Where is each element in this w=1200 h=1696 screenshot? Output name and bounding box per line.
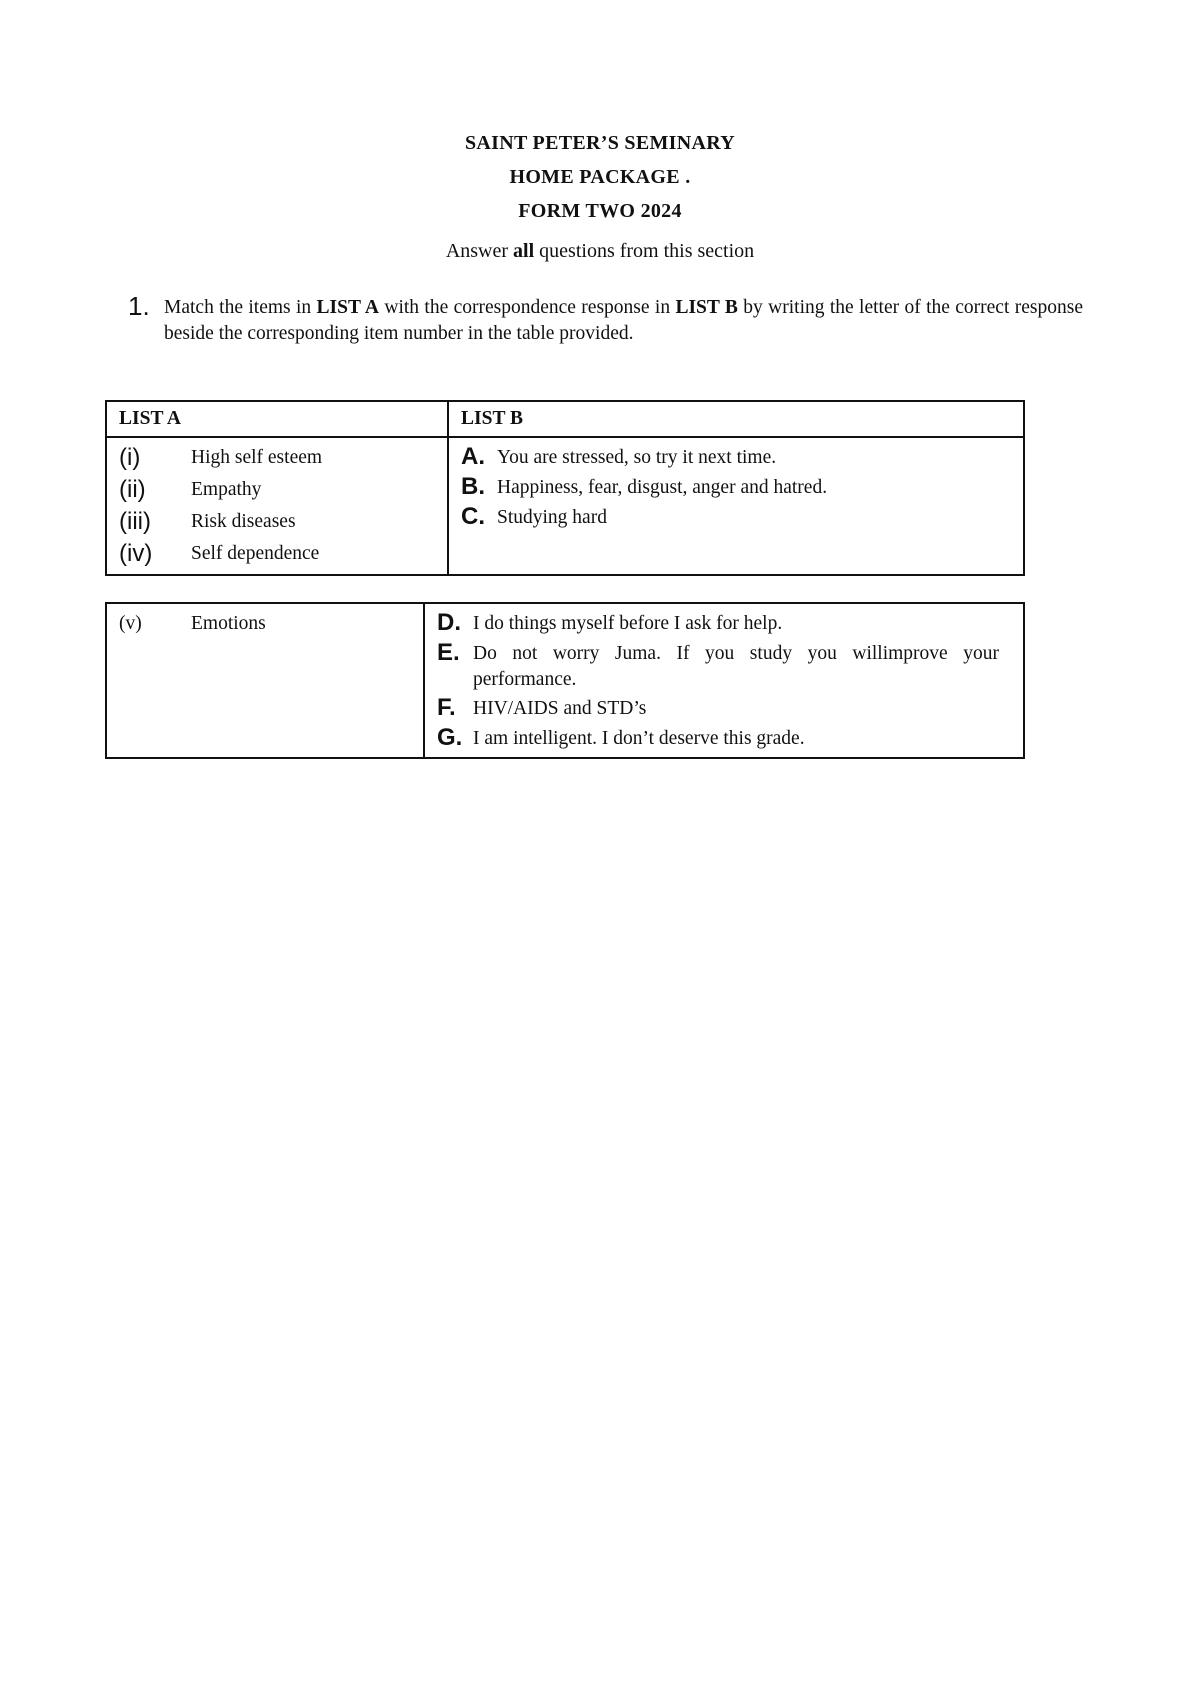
option-text: You are stressed, so try it next time.: [497, 447, 777, 468]
question-text-part-3: by writing the letter of the correct response beside the corresponding item number in the table provided.: [164, 297, 1083, 344]
question-list-b-ref: LIST B: [675, 297, 738, 318]
package-title: HOME PACKAGE .: [509, 166, 691, 188]
list-a-item: [107, 538, 447, 570]
list-b-item: [449, 442, 1023, 472]
item-number: (i): [119, 444, 141, 471]
item-number: (iii): [119, 508, 151, 535]
school-name: SAINT PETER’S SEMINARY: [464, 132, 736, 154]
instruction-bold: all: [513, 240, 535, 262]
item-number: (iv): [119, 540, 153, 567]
option-letter: A.: [461, 443, 485, 470]
document-header: [0, 126, 1200, 228]
option-text: I do things myself before I ask for help.: [473, 613, 783, 634]
option-letter: D.: [437, 609, 461, 636]
option-text: HIV/AIDS and STD’s: [473, 698, 647, 719]
list-a-cell: [106, 603, 424, 758]
list-a-item: [107, 474, 447, 506]
list-b-item: [425, 638, 1023, 693]
list-a-item: [107, 608, 423, 640]
question-text: [164, 295, 1083, 347]
item-text: Emotions: [191, 613, 266, 634]
item-number: (ii): [119, 476, 146, 503]
option-text: Happiness, fear, disgust, anger and hatred.: [497, 477, 828, 498]
matching-table-1: [105, 400, 1025, 576]
table-header-row: [106, 401, 1024, 437]
table-row: [106, 437, 1024, 575]
option-letter: F.: [437, 694, 456, 721]
instruction-prefix: Answer: [445, 240, 514, 262]
list-b-cell: [424, 603, 1024, 758]
list-b-item: [425, 608, 1023, 638]
item-number: (v): [119, 613, 142, 634]
list-b-item: [425, 723, 1023, 753]
list-b-header: LIST B: [448, 401, 1024, 437]
question-1: [128, 291, 1083, 347]
item-text: Empathy: [191, 479, 262, 500]
question-text-part-2: with the correspondence response in: [379, 297, 676, 318]
form-title: FORM TWO 2024: [518, 200, 682, 222]
list-b-cell: [448, 437, 1024, 575]
option-letter: C.: [461, 503, 485, 530]
option-letter: E.: [437, 639, 460, 666]
option-text: I am intelligent. I don’t deserve this grade.: [473, 728, 805, 749]
option-text: Do not worry Juma. If you study you willimprove your performance.: [473, 643, 999, 690]
instruction-suffix: questions from this section: [534, 240, 755, 262]
matching-table-2: [105, 602, 1025, 759]
list-b-item: [449, 502, 1023, 532]
item-text: Self dependence: [191, 543, 320, 564]
list-a-cell: [106, 437, 448, 575]
table-row: [106, 603, 1024, 758]
list-a-header: LIST A: [106, 401, 448, 437]
question-text-part-1: Match the items in: [164, 297, 317, 318]
option-text: Studying hard: [497, 507, 607, 528]
option-letter: B.: [461, 473, 485, 500]
list-a-item: [107, 442, 447, 474]
list-a-item: [107, 506, 447, 538]
item-text: High self esteem: [191, 447, 323, 468]
list-b-item: [449, 472, 1023, 502]
question-list-a-ref: LIST A: [316, 297, 379, 318]
question-number: 1.: [128, 291, 150, 321]
section-instruction: [0, 240, 1200, 263]
option-letter: G.: [437, 724, 463, 751]
list-b-item: [425, 693, 1023, 723]
item-text: Risk diseases: [191, 511, 296, 532]
